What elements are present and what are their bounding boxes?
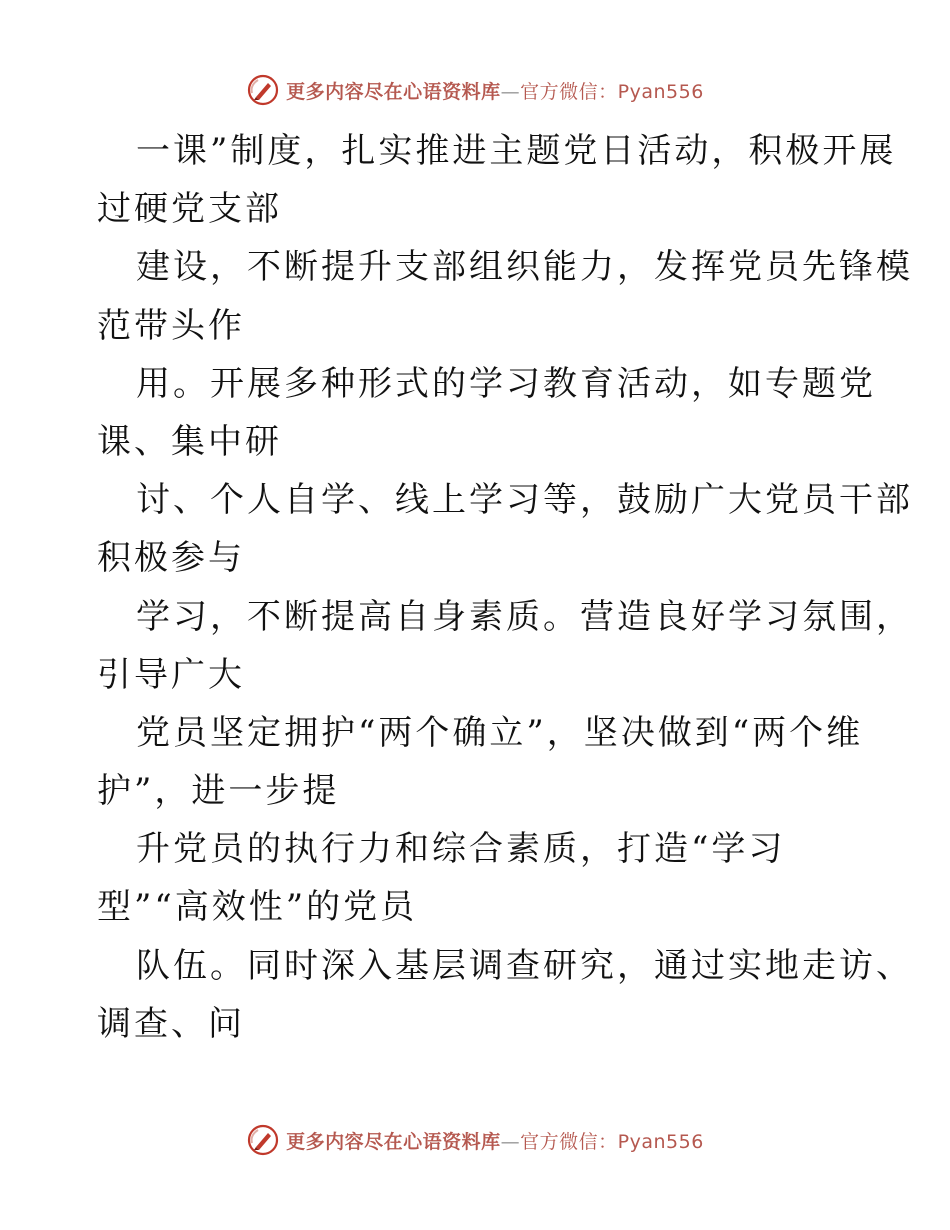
body-line: 升党员的执行力和综合素质，打造“学习 <box>136 829 786 870</box>
watermark-brand: 更多内容尽在心语资料库 <box>286 1130 501 1153</box>
watermark-separator: — <box>500 1130 521 1153</box>
watermark-contact: 官方微信：Pyan556 <box>520 1130 704 1153</box>
body-line: 讨、个人自学、线上学习等，鼓励广大党员干部 <box>136 480 913 521</box>
header-watermark <box>0 70 950 110</box>
watermark-text <box>286 77 704 104</box>
footer-watermark <box>0 1120 950 1160</box>
body-line: 引导广大 <box>97 654 245 695</box>
body-line: 学习，不断提高自身素质。营造良好学习氛围， <box>136 596 913 637</box>
pen-logo-icon <box>246 1123 280 1157</box>
body-line: 调查、问 <box>97 1003 245 1044</box>
body-line: 护”，进一步提 <box>97 771 340 812</box>
watermark-contact: 官方微信：Pyan556 <box>520 80 704 103</box>
body-line: 范带头作 <box>97 305 245 346</box>
watermark-text <box>286 1127 704 1154</box>
body-line: 型”“高效性”的党员 <box>97 887 418 928</box>
body-line: 过硬党支部 <box>97 189 282 230</box>
body-line: 一课”制度，扎实推进主题党日活动，积极开展 <box>136 131 897 171</box>
watermark-separator: — <box>500 80 521 103</box>
pen-logo-icon <box>246 73 280 107</box>
body-line: 建设，不断提升支部组织能力，发挥党员先锋模 <box>136 247 913 288</box>
body-line: 党员坚定拥护“两个确立”，坚决做到“两个维 <box>136 712 864 753</box>
document-body <box>0 122 950 1053</box>
body-line: 积极参与 <box>97 538 245 579</box>
body-line: 队伍。同时深入基层调查研究，通过实地走访、 <box>136 945 913 986</box>
watermark-brand: 更多内容尽在心语资料库 <box>286 80 501 103</box>
body-line: 课、集中研 <box>97 421 282 462</box>
body-line: 用。开展多种形式的学习教育活动，如专题党 <box>136 363 876 404</box>
